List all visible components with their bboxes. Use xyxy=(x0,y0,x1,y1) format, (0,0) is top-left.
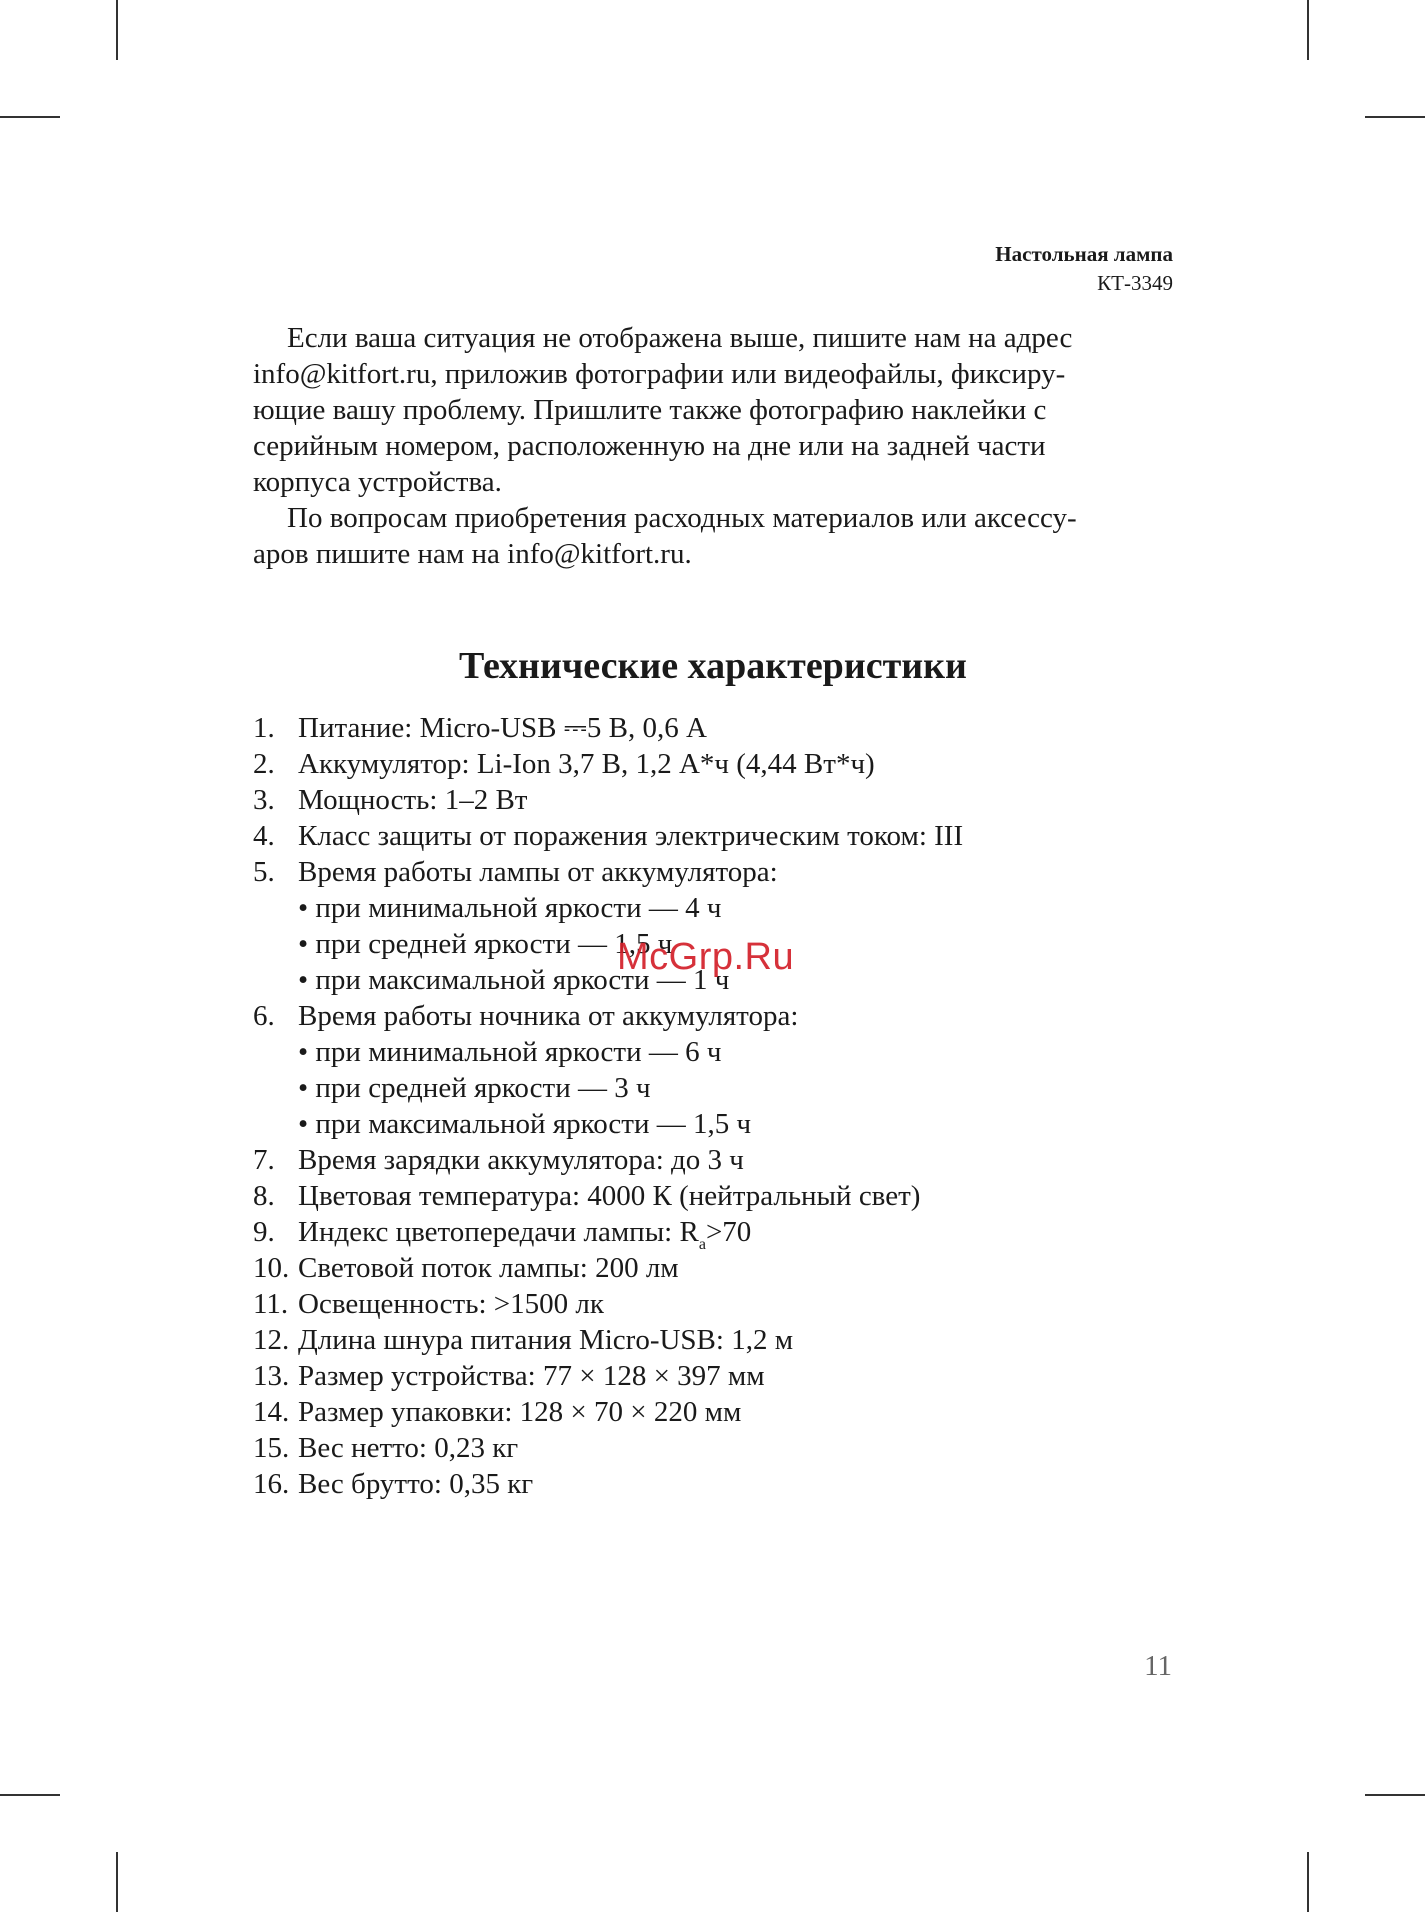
spec-item xyxy=(253,1430,963,1466)
spec-item xyxy=(253,854,963,890)
spec-item xyxy=(253,1142,963,1178)
spec-subitem: • при средней яркости — 3 ч xyxy=(298,1072,651,1104)
spec-number: 6. xyxy=(253,1000,275,1032)
spec-number: 14. xyxy=(253,1396,290,1428)
crop-mark-bottom-right xyxy=(1307,1852,1309,1912)
spec-subitem: • при максимальной яркости — 1 ч xyxy=(298,964,730,996)
spec-text xyxy=(298,1214,752,1253)
spec-number: 4. xyxy=(253,820,275,852)
spec-item xyxy=(253,782,963,818)
page-number: 11 xyxy=(1144,1650,1172,1682)
spec-number: 8. xyxy=(253,1180,275,1212)
spec-number: 13. xyxy=(253,1360,290,1392)
crop-mark-top-left-h xyxy=(0,116,60,118)
spec-item xyxy=(253,710,963,746)
crop-mark-bottom-left xyxy=(116,1852,118,1912)
spec-item xyxy=(253,1394,963,1430)
spec-text: Освещенность: >1500 лк xyxy=(298,1288,604,1320)
spec-number: 3. xyxy=(253,784,275,816)
watermark: McGrp.Ru xyxy=(617,936,795,978)
intro-paragraph-accessories: По вопросам приобретения расходных материалов или аксессу- аров пишите нам на info@kitfort.ru. xyxy=(253,502,1077,570)
crop-mark-top-right-h xyxy=(1365,116,1425,118)
header-title: Настольная лампа xyxy=(995,242,1173,266)
spec-item xyxy=(253,998,963,1034)
spec-text-pre: Индекс цветопередачи лампы: R xyxy=(298,1216,699,1248)
spec-number: 10. xyxy=(253,1252,290,1284)
spec-text: Вес брутто: 0,35 кг xyxy=(298,1468,534,1500)
spec-text: Время работы лампы от аккумулятора: xyxy=(298,856,778,888)
spec-number: 7. xyxy=(253,1144,275,1176)
crop-mark-bottom-left-h xyxy=(0,1794,60,1796)
specs-list xyxy=(253,710,963,1502)
spec-number: 15. xyxy=(253,1432,290,1464)
spec-text: Время работы ночника от аккумулятора: xyxy=(298,1000,799,1032)
spec-item xyxy=(253,1250,963,1286)
spec-item xyxy=(253,1178,963,1214)
intro-text xyxy=(253,320,1173,572)
spec-number: 16. xyxy=(253,1468,290,1500)
spec-item xyxy=(253,746,963,782)
spec-text: Длина шнура питания Micro-USB: 1,2 м xyxy=(298,1324,794,1356)
crop-mark-top-left xyxy=(116,0,118,60)
spec-text: Вес нетто: 0,23 кг xyxy=(298,1432,519,1464)
spec-number: 11. xyxy=(253,1288,289,1320)
spec-text: Размер упаковки: 128 × 70 × 220 мм xyxy=(298,1396,742,1428)
spec-item xyxy=(253,1466,963,1502)
spec-text: Мощность: 1–2 Вт xyxy=(298,784,528,816)
section-title: Технические характеристики xyxy=(459,645,967,687)
spec-subscript: a xyxy=(698,1236,706,1253)
crop-mark-bottom-right-h xyxy=(1365,1794,1425,1796)
spec-text: Световой поток лампы: 200 лм xyxy=(298,1252,679,1284)
spec-item xyxy=(253,818,963,854)
spec-number: 12. xyxy=(253,1324,290,1356)
spec-subitem: • при средней яркости — 1,5 ч xyxy=(298,928,673,960)
crop-mark-top-right xyxy=(1307,0,1309,60)
spec-number: 1. xyxy=(253,712,275,744)
spec-item xyxy=(253,1322,963,1358)
spec-item xyxy=(253,1286,963,1322)
spec-text: Аккумулятор: Li-Ion 3,7 В, 1,2 А*ч (4,44 Вт*ч) xyxy=(298,748,875,780)
spec-subitem: • при максимальной яркости — 1,5 ч xyxy=(298,1108,752,1140)
spec-number: 2. xyxy=(253,748,275,780)
spec-text: Питание: Micro-USB ⎓5 В, 0,6 А xyxy=(298,712,707,744)
spec-text: Размер устройства: 77 × 128 × 397 мм xyxy=(298,1360,765,1392)
header-model: КТ-3349 xyxy=(1097,271,1173,295)
spec-item xyxy=(253,1214,963,1253)
spec-text: Класс защиты от поражения электрическим током: III xyxy=(298,820,964,852)
spec-text: Время зарядки аккумулятора: до 3 ч xyxy=(298,1144,744,1176)
intro-paragraph-contact: Если ваша ситуация не отображена выше, пишите нам на адрес info@kitfort.ru, приложив фотографии или видеофайлы, фиксиру- ющие вашу проблему. Пришлите также фотографию наклейки с серийным номером, расположенную на дне или на задней части корпуса устройства. xyxy=(253,322,1073,498)
spec-text: Цветовая температура: 4000 К (нейтральный свет) xyxy=(298,1180,921,1212)
spec-subitem: • при минимальной яркости — 4 ч xyxy=(298,892,722,924)
running-header xyxy=(995,240,1173,298)
spec-item xyxy=(253,1358,963,1394)
spec-text-post: >70 xyxy=(705,1216,752,1248)
spec-number: 5. xyxy=(253,856,275,888)
spec-number: 9. xyxy=(253,1216,275,1248)
spec-subitem: • при минимальной яркости — 6 ч xyxy=(298,1036,722,1068)
